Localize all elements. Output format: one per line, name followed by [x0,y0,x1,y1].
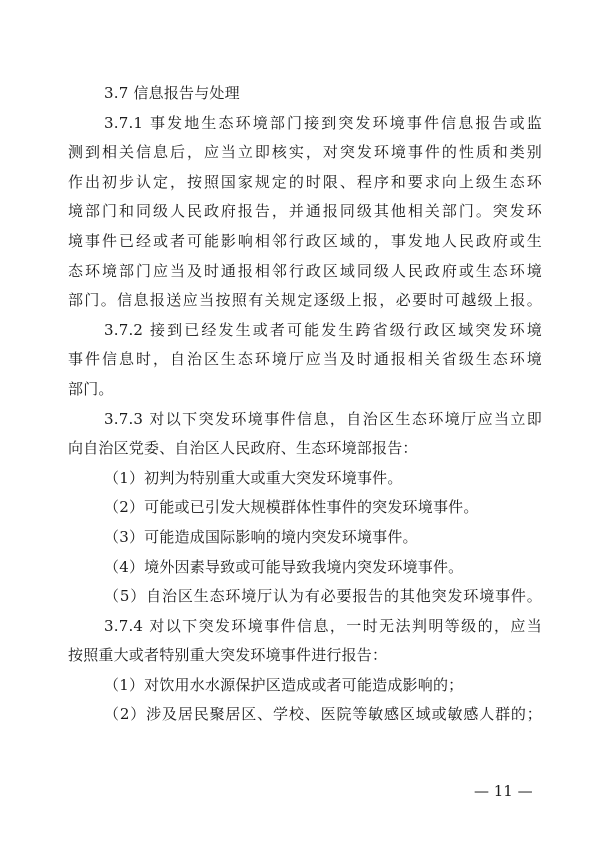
page-number: — 11 — [474,782,533,800]
paragraph-3-7-3-line-1: 3.7.3 对以下突发环境事件信息，自治区生态环境厅应当立即 [104,409,542,428]
paragraph-3-7-1-line-6: 态环境部门应当及时通报相邻行政区域同级人民政府或生态环境 [68,261,542,280]
paragraph-3-7-1-line-2: 测到相关信息后，应当立即核实，对突发环境事件的性质和类别 [68,143,542,162]
paragraph-3-7-2-line-3: 部门。 [68,379,114,398]
paragraph-3-7-1-line-7: 部门。信息报送应当按照有关规定逐级上报，必要时可越级上报。 [68,291,542,310]
paragraph-3-7-2-line-1: 3.7.2 接到已经发生或者可能发生跨省级行政区域突发环境 [104,320,542,339]
paragraph-3-7-1-line-4: 境部门和同级人民政府报告，并通报同级其他相关部门。突发环 [68,202,542,221]
section-heading: 3.7 信息报告与处理 [104,84,240,102]
paragraph-3-7-1-line-1: 3.7.1 事发地生态环境部门接到突发环境事件信息报告或监 [104,113,542,132]
paragraph-3-7-4-line-2: 按照重大或者特别重大突发环境事件进行报告： [68,646,388,665]
paragraph-3-7-3-line-2: 向自治区党委、自治区人民政府、生态环境部报告： [68,439,418,458]
paragraph-3-7-4-line-1: 3.7.4 对以下突发环境事件信息，一时无法判明等级的，应当 [104,616,542,635]
paragraph-3-7-1-line-3: 作出初步认定，按照国家规定的时限、程序和要求向上级生态环 [68,172,542,191]
paragraph-3-7-2-line-2: 事件信息时，自治区生态环境厅应当及时通报相关省级生态环境 [68,350,542,369]
list-item-3-7-4-2: （2）涉及居民聚居区、学校、医院等敏感区域或敏感人群的； [104,705,542,724]
list-item-3-7-3-3: （3）可能造成国际影响的境内突发环境事件。 [104,527,418,546]
list-item-3-7-3-2: （2）可能或已引发大规模群体性事件的突发环境事件。 [104,498,479,517]
list-item-3-7-3-1: （1）初判为特别重大或重大突发环境事件。 [104,468,403,487]
list-item-3-7-3-4: （4）境外因素导致或可能导致我境内突发环境事件。 [104,557,464,576]
document-body [68,79,542,730]
list-item-3-7-3-5: （5）自治区生态环境厅认为有必要报告的其他突发环境事件。 [104,587,542,606]
list-item-3-7-4-1: （1）对饮用水水源保护区造成或者可能造成影响的； [104,675,464,694]
paragraph-3-7-1-line-5: 境事件已经或者可能影响相邻行政区域的，事发地人民政府或生 [68,231,542,250]
